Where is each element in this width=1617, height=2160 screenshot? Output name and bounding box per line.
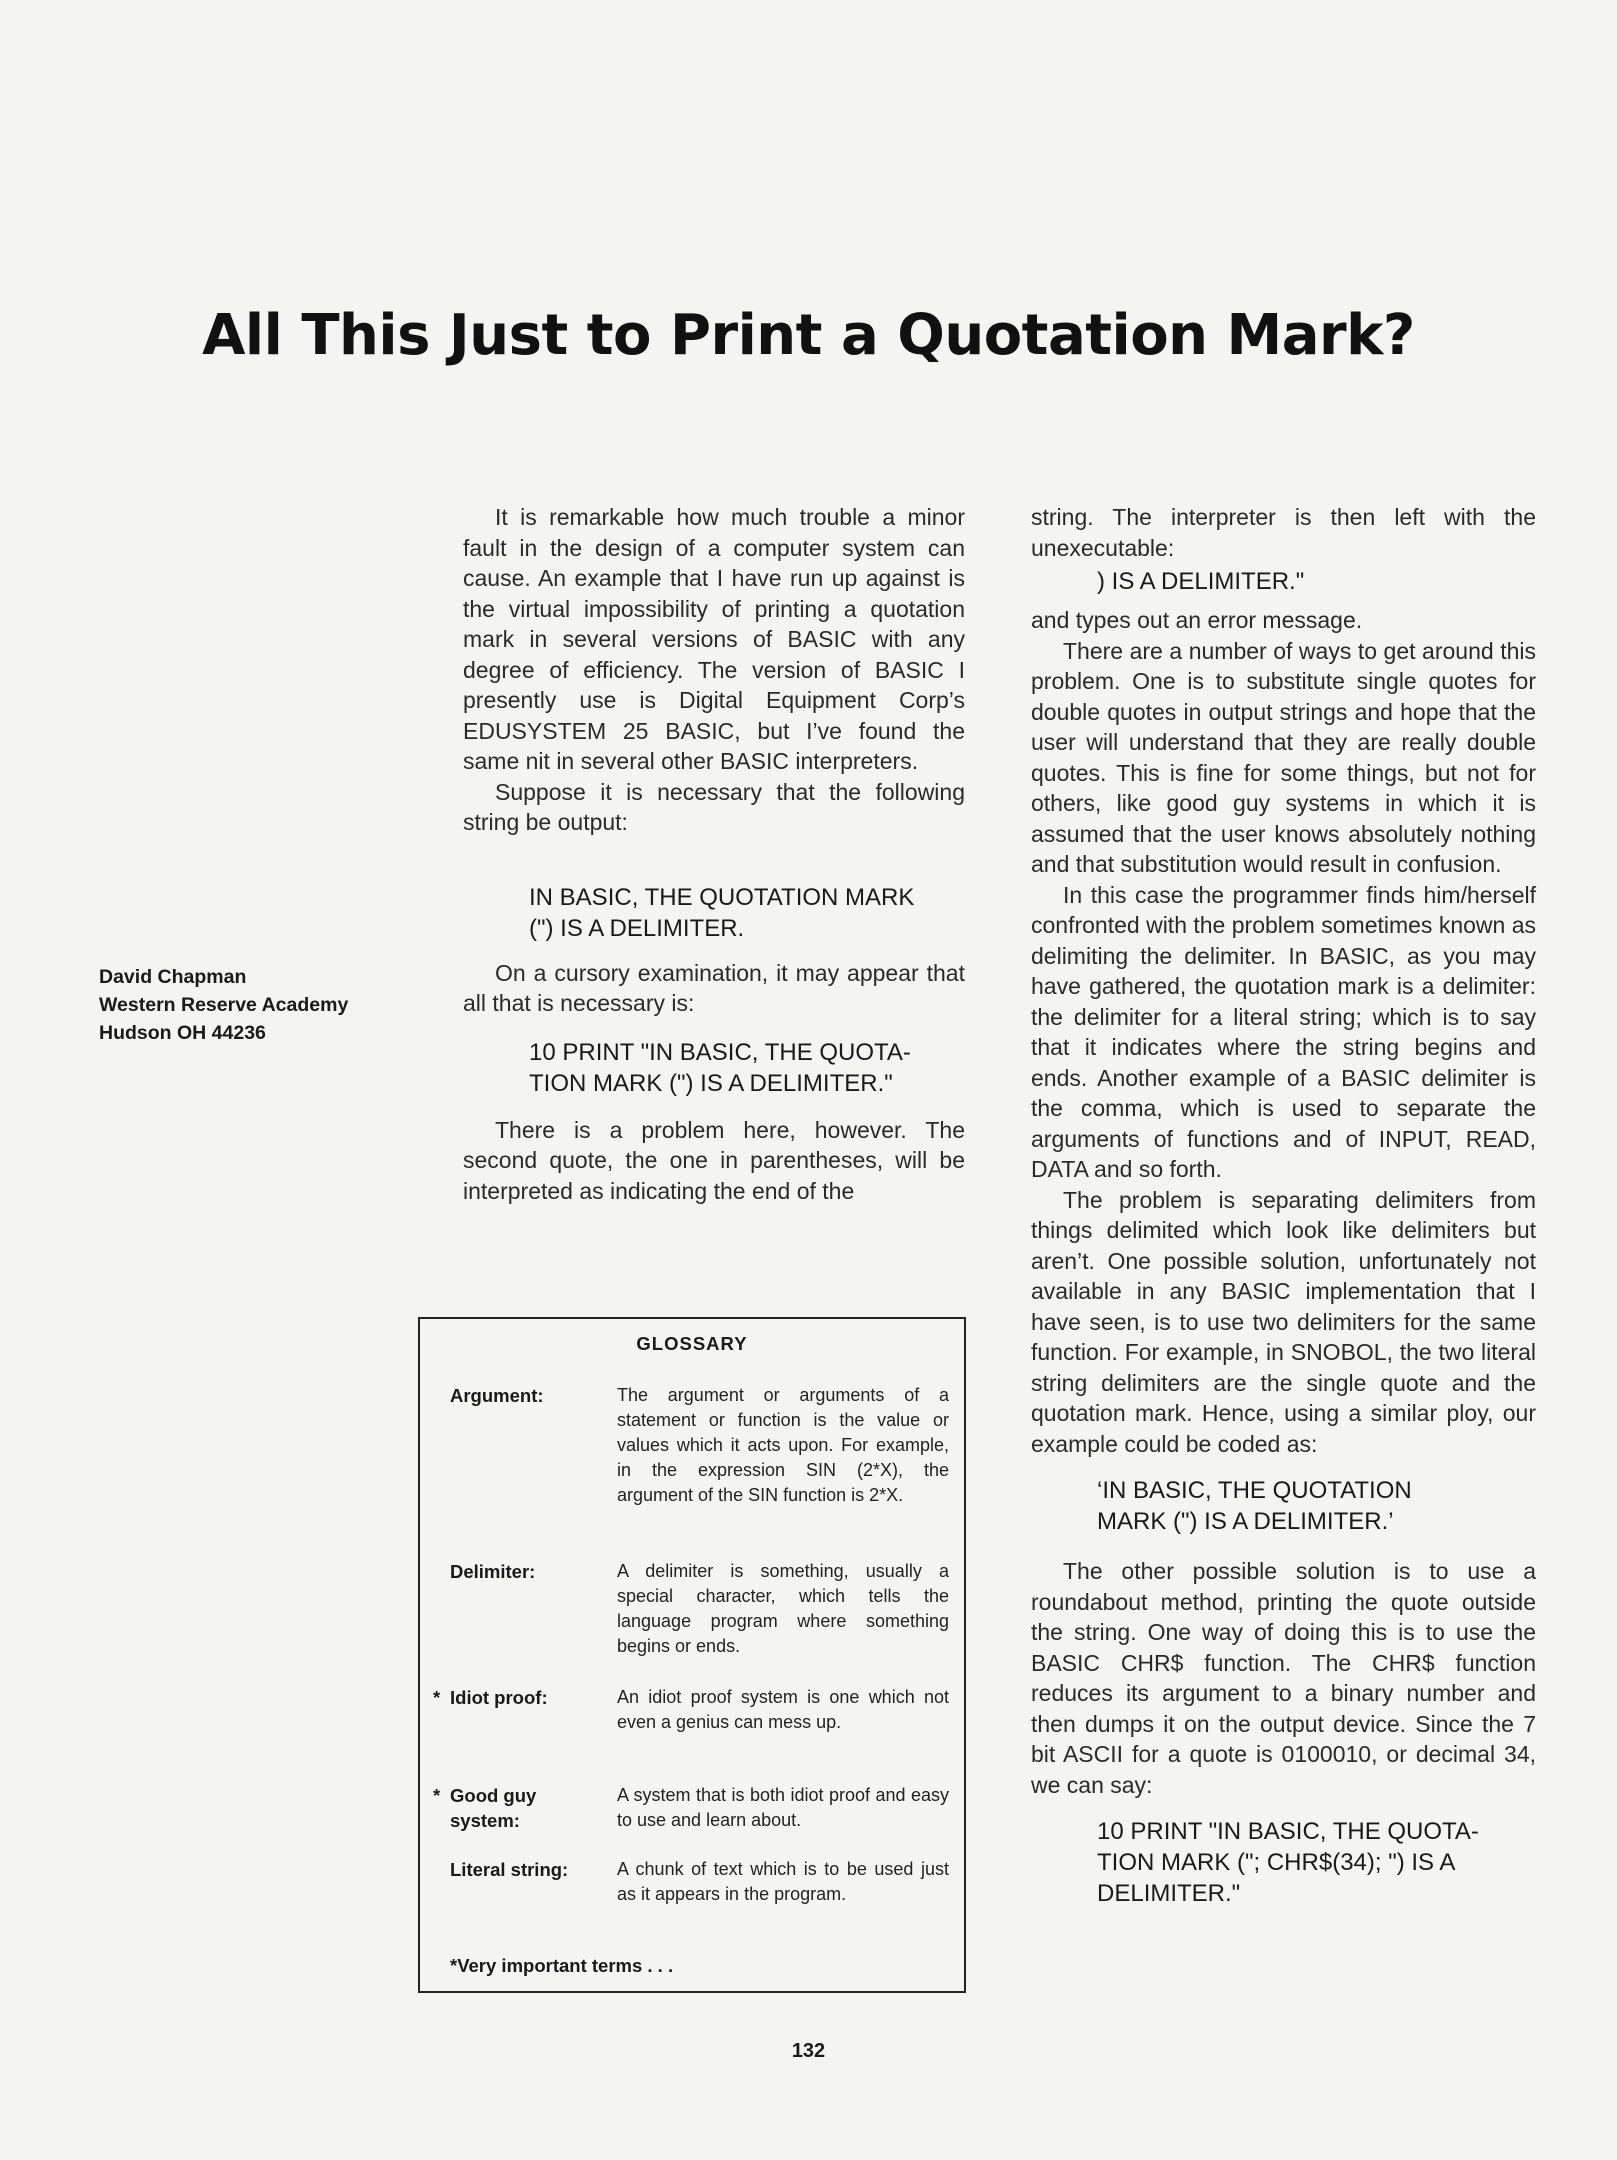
glossary-definition: A system that is both idiot proof and easy to use and learn about. xyxy=(617,1785,949,1830)
paragraph: There is a problem here, however. The second quote, the one in parentheses, will be interpreted as indicating the end of the xyxy=(463,1116,965,1204)
code-line: 10 PRINT "IN BASIC, THE QUOTA- xyxy=(529,1038,911,1066)
paragraph: The problem is separating delimiters from things delimited which look like delimiters but aren’t. One possible solution, unfortunately not available in any BASIC implementation that I have seen, is to use two delimiters for the same function. For example, in SNOBOL, the two literal string delimiters are the single quote and the quotation mark. Hence, using a similar ploy, our example could be coded as: xyxy=(1031,1186,1536,1457)
body-column-2 xyxy=(1031,502,1536,1909)
author-block xyxy=(99,963,399,1047)
paragraph: The other possible solution is to use a roundabout method, printing the quote outside the string. One way of doing this is to use the BASIC CHR$ function. The CHR$ function reduces its argument to a binary number and then dumps it on the output device. Since the 7 bit ASCII for a quote is 0100010, or decimal 34, we can say: xyxy=(1031,1558,1536,1798)
code-line: ‘IN BASIC, THE QUOTATION xyxy=(1097,1477,1412,1504)
glossary-title: GLOSSARY xyxy=(636,1333,748,1354)
author-name: David Chapman xyxy=(99,966,247,988)
code-line: IN BASIC, THE QUOTATION MARK xyxy=(529,883,915,911)
code-example xyxy=(1097,1816,1536,1909)
paragraph: Suppose it is necessary that the following string be output: xyxy=(463,778,965,835)
glossary-term: * Idiot proof: xyxy=(433,1687,548,1708)
code-line: TION MARK ("; CHR$(34); ") IS A xyxy=(1097,1849,1456,1876)
paragraph: In this case the programmer finds him/herself confronted with the problem sometimes known as delimiting the delimiter. In BASIC, as you may have gathered, the quotation mark is a delimiter: the delimiter for a literal string; which is to say that it indicates where the string begins and ends. Another example of a BASIC delimiter is the comma, which is used to separate the arguments of functions and of INPUT, READ, DATA and so forth. xyxy=(1031,881,1536,1182)
code-example xyxy=(529,882,965,944)
article-title: All This Just to Print a Quotation Mark? xyxy=(202,303,1415,368)
glossary-star: * xyxy=(433,1785,441,1806)
glossary-definition: A chunk of text which is to be used just as it appears in the program. xyxy=(617,1859,949,1904)
paragraph: It is remarkable how much trouble a minor fault in the design of a computer system can cause. An example that I have run up against is the virtual impossibility of printing a quotation mark in several versions of BASIC with any degree of efficiency. The version of BASIC I presently use is Digital Equipment Corp’s EDUSYSTEM 25 BASIC, but I’ve found the same nit in several other BASIC interpreters. xyxy=(463,504,965,774)
glossary-term: Delimiter: xyxy=(450,1561,536,1582)
glossary-definition: A delimiter is something, usually a special character, which tells the language program where something begins or ends. xyxy=(617,1561,949,1656)
author-affiliation: Western Reserve Academy xyxy=(99,994,349,1016)
author-location: Hudson OH 44236 xyxy=(99,1022,266,1044)
code-example xyxy=(529,1037,965,1099)
body-column-1 xyxy=(463,502,965,1206)
code-line: ) IS A DELIMITER." xyxy=(1097,568,1305,595)
glossary-box xyxy=(418,1317,966,1993)
glossary-term: * Good guy system: xyxy=(433,1785,537,1831)
code-line: TION MARK (") IS A DELIMITER." xyxy=(529,1069,893,1097)
glossary-star: * xyxy=(433,1687,441,1708)
code-line: 10 PRINT "IN BASIC, THE QUOTA- xyxy=(1097,1818,1479,1845)
glossary-term: Argument: xyxy=(450,1385,544,1406)
paragraph: string. The interpreter is then left with the unexecutable: xyxy=(1031,504,1536,561)
glossary-definition: An idiot proof system is one which not even a genius can mess up. xyxy=(617,1687,949,1732)
code-line: (") IS A DELIMITER. xyxy=(529,914,745,942)
code-line: DELIMITER." xyxy=(1097,1880,1241,1907)
paragraph: and types out an error message. xyxy=(1031,607,1363,633)
glossary-footnote: *Very important terms . . . xyxy=(450,1955,674,1976)
glossary-term: Literal string: xyxy=(450,1859,569,1880)
code-example xyxy=(1097,566,1536,597)
glossary-definition: The argument or arguments of a statement or function is the value or values which it acts upon. For example, in the expression SIN (2*X), the argument of the SIN function is 2*X. xyxy=(617,1385,949,1505)
code-line: MARK (") IS A DELIMITER.’ xyxy=(1097,1508,1394,1535)
paragraph: On a cursory examination, it may appear that all that is necessary is: xyxy=(463,959,965,1016)
paragraph: There are a number of ways to get around this problem. One is to substitute single quotes for double quotes in output strings and hope that the user will understand that they are really double quotes. This is fine for some things, but not for others, like good guy systems in which it is assumed that the user knows absolutely nothing and that substitution would result in confusion. xyxy=(1031,637,1536,877)
code-example xyxy=(1097,1475,1536,1537)
page-number: 132 xyxy=(791,2040,826,2062)
